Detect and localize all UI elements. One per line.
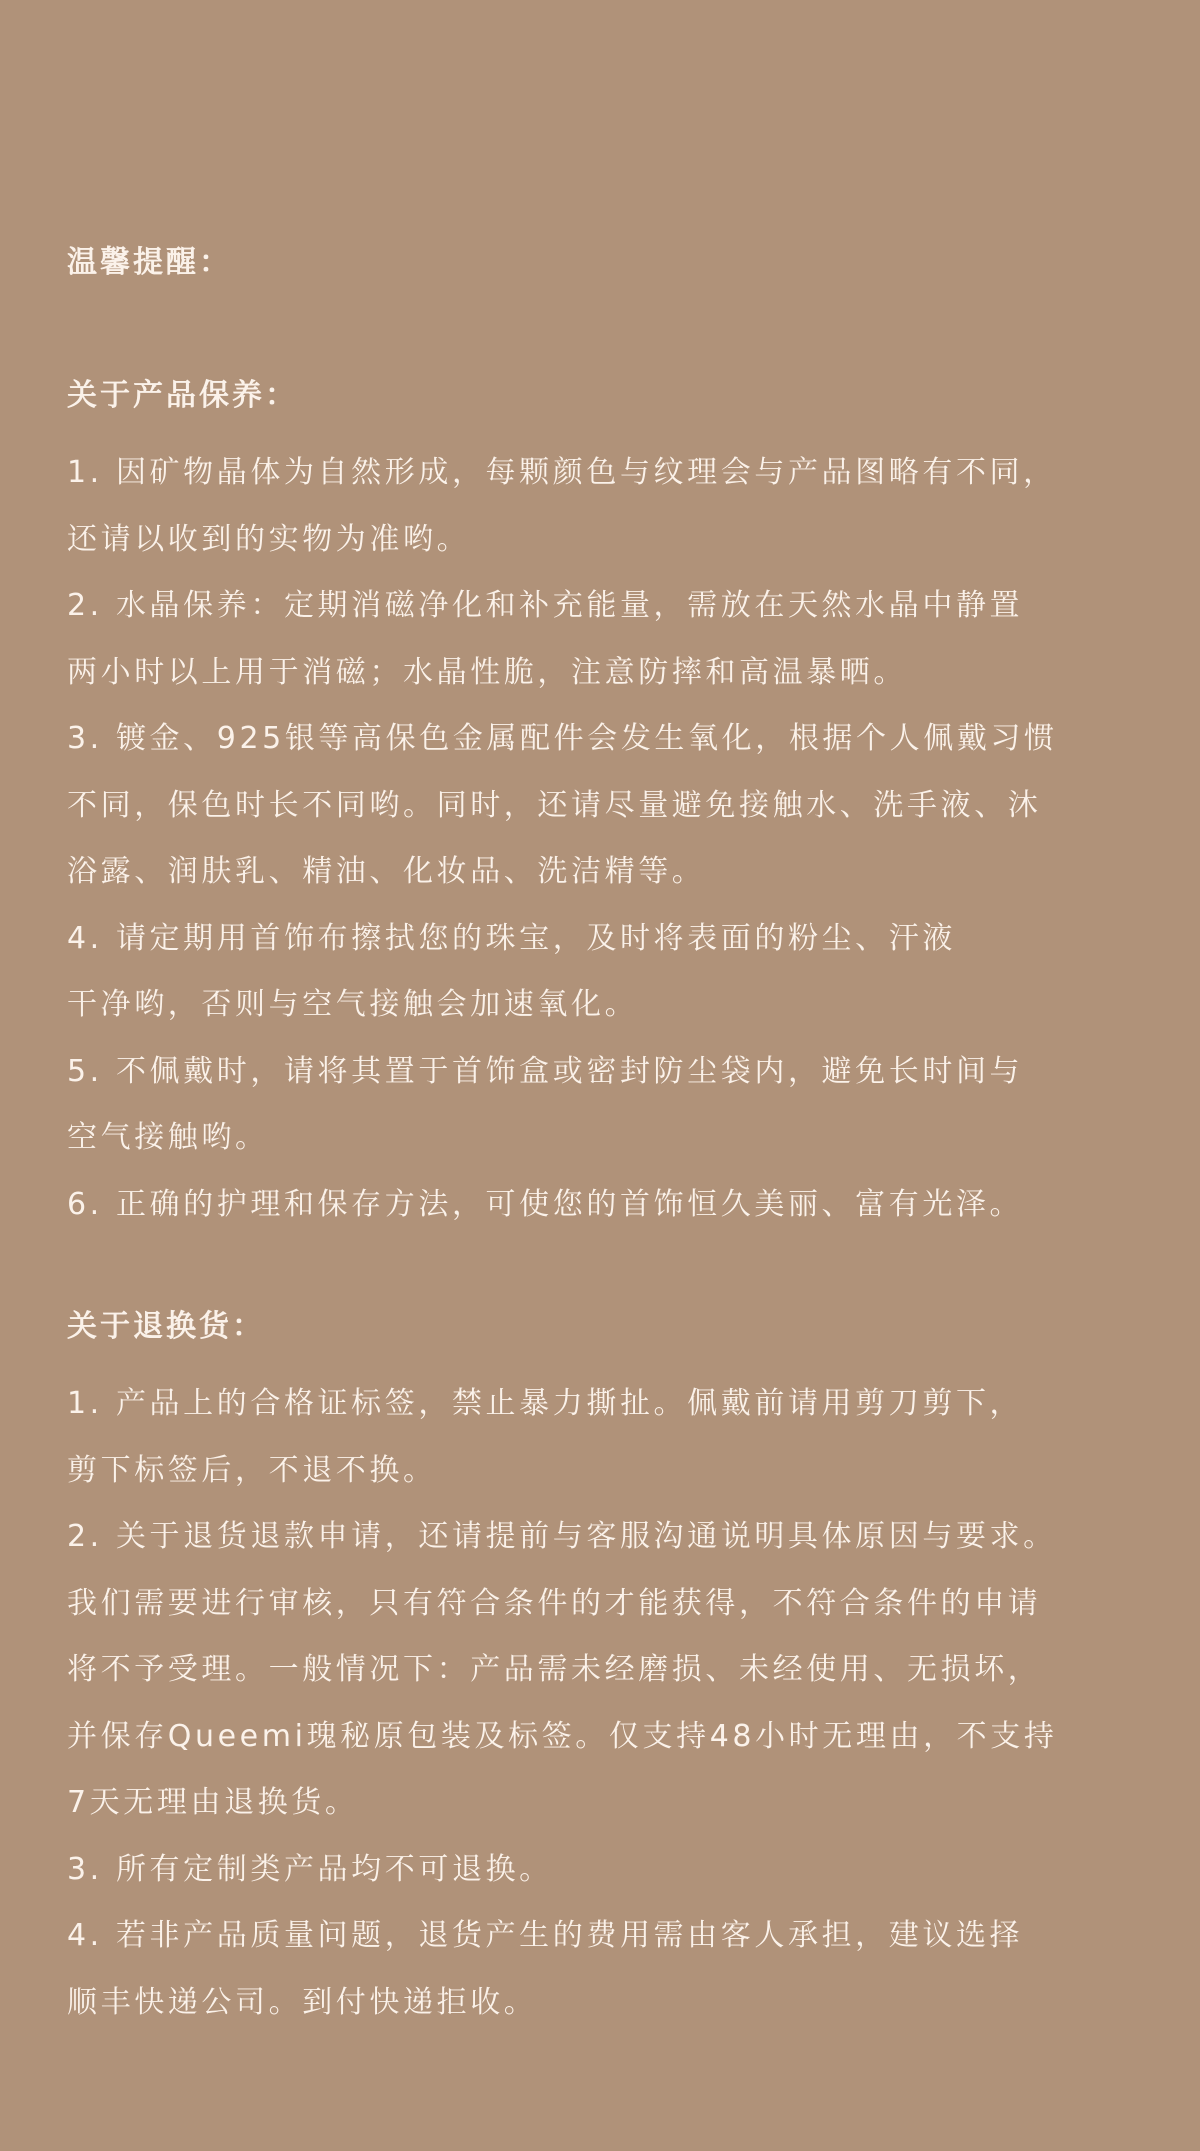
care-item (67, 1039, 1133, 1172)
care-item-line: 2. 水晶保养：定期消磁净化和补充能量，需放在天然水晶中静置 (67, 588, 1024, 623)
returns-item (67, 1504, 1133, 1837)
returns-section (67, 1305, 1133, 2036)
returns-item-line: 2. 关于退货退款申请，还请提前与客服沟通说明具体原因与要求。 (67, 1519, 1057, 1554)
returns-item-line: 7天无理由退换货。 (67, 1785, 359, 1820)
care-item-line: 6. 正确的护理和保存方法，可使您的首饰恒久美丽、富有光泽。 (67, 1186, 1024, 1222)
care-item (67, 906, 1133, 1039)
care-section (67, 374, 1133, 1238)
care-item-line: 空气接触哟。 (67, 1120, 269, 1155)
returns-item (67, 1903, 1133, 2036)
returns-item-line: 将不予受理。一般情况下：产品需未经磨损、未经使用、无损坏， (67, 1652, 1042, 1687)
care-item-line: 不同，保色时长不同哟。同时，还请尽量避免接触水、洗手液、沐 (67, 787, 1042, 823)
care-item-line: 浴露、润肤乳、精油、化妆品、洗洁精等。 (67, 854, 706, 889)
care-item-line: 1. 因矿物晶体为自然形成，每颗颜色与纹理会与产品图略有不同， (67, 455, 1057, 490)
care-item (67, 440, 1133, 573)
returns-item (67, 1837, 1133, 1904)
returns-item-line: 我们需要进行审核，只有符合条件的才能获得，不符合条件的申请 (67, 1585, 1042, 1621)
returns-item-line: 并保存Queemi瑰秘原包装及标签。仅支持48小时无理由，不支持 (67, 1718, 1058, 1754)
care-item-line: 3. 镀金、925银等高保色金属配件会发生氧化，根据个人佩戴习惯 (67, 721, 1058, 756)
returns-item-line: 顺丰快递公司。到付快递拒收。 (67, 1984, 538, 2020)
care-item-line: 4. 请定期用首饰布擦拭您的珠宝，及时将表面的粉尘、汗液 (67, 920, 956, 956)
care-item (67, 1172, 1133, 1239)
care-item-line: 还请以收到的实物为准哟。 (67, 521, 471, 557)
returns-item-line: 剪下标签后，不退不换。 (67, 1452, 437, 1488)
care-item (67, 706, 1133, 906)
care-item-line: 5. 不佩戴时，请将其置于首饰盒或密封防尘袋内，避免长时间与 (67, 1053, 1024, 1089)
returns-item-line: 3. 所有定制类产品均不可退换。 (67, 1851, 553, 1887)
returns-item (67, 1371, 1133, 1504)
care-item-line: 两小时以上用于消磁；水晶性脆，注意防摔和高温暴晒。 (67, 654, 907, 690)
returns-item-line: 1. 产品上的合格证标签，禁止暴力撕扯。佩戴前请用剪刀剪下， (67, 1386, 1024, 1421)
returns-section-title: 关于退换货： (67, 1309, 265, 1344)
care-item-line: 干净哟，否则与空气接触会加速氧化。 (67, 987, 639, 1022)
reminder-title: 温馨提醒： (67, 245, 232, 280)
returns-item-line: 4. 若非产品质量问题，退货产生的费用需由客人承担，建议选择 (67, 1918, 1024, 1953)
care-item (67, 573, 1133, 706)
care-section-title: 关于产品保养： (67, 378, 298, 413)
